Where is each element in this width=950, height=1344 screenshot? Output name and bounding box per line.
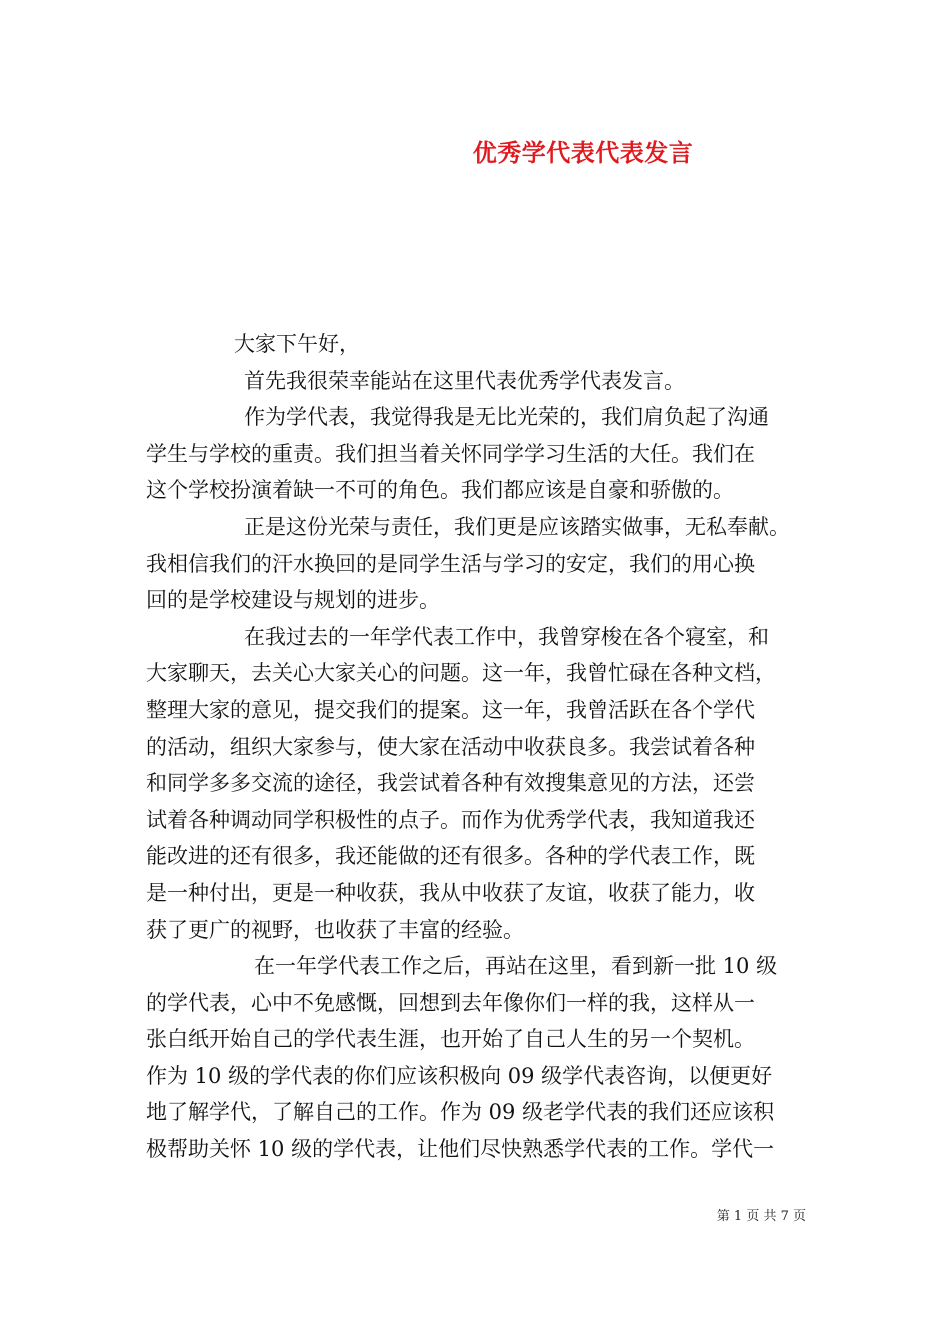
document-body [146, 326, 816, 1168]
text-line: 我相信我们的汗水换回的是同学生活与学习的安定，我们的用心换 [146, 551, 755, 576]
text-line: 能改进的还有很多，我还能做的还有很多。各种的学代表工作，既 [146, 844, 755, 869]
text-line: 获了更广的视野，也收获了丰富的经验。 [146, 917, 524, 942]
text-line: 大家下午好， [234, 332, 360, 356]
text-line: 作为学代表，我觉得我是无比光荣的，我们肩负起了沟通 [244, 405, 769, 430]
text-line: 正是这份光荣与责任，我们更是应该踏实做事，无私奉献。 [244, 514, 790, 539]
text-line: 地了解学代，了解自己的工作。作为 09 级老学代表的我们还应该积 [146, 1100, 775, 1125]
text-line: 在我过去的一年学代表工作中，我曾穿梭在各个寝室，和 [244, 624, 769, 649]
document-title: 优秀学代表代表发言 [472, 138, 694, 167]
text-line: 的活动，组织大家参与，使大家在活动中收获良多。我尝试着各种 [146, 734, 755, 759]
text-line: 试着各种调动同学积极性的点子。而作为优秀学代表，我知道我还 [146, 807, 755, 832]
text-line: 大家聊天，去关心大家关心的问题。这一年，我曾忙碌在各种文档， [146, 661, 776, 686]
text-line: 在一年学代表工作之后，再站在这里，看到新一批 10 级 [254, 954, 778, 979]
page-number-footer: 第 1 页 共 7 页 [716, 1209, 806, 1224]
text-line: 学生与学校的重责。我们担当着关怀同学学习生活的大任。我们在 [146, 441, 755, 466]
text-line: 和同学多多交流的途径，我尝试着各种有效搜集意见的方法，还尝 [146, 771, 755, 796]
text-line: 作为 10 级的学代表的你们应该积极向 09 级学代表咨询，以便更好 [146, 1063, 773, 1088]
text-line: 这个学校扮演着缺一不可的角色。我们都应该是自豪和骄傲的。 [146, 478, 734, 503]
text-line: 回的是学校建设与规划的进步。 [146, 588, 440, 613]
text-line: 张白纸开始自己的学代表生涯，也开始了自己人生的另一个契机。 [146, 1027, 755, 1052]
text-line: 极帮助关怀 10 级的学代表，让他们尽快熟悉学代表的工作。学代一 [146, 1137, 775, 1162]
text-line: 整理大家的意见，提交我们的提案。这一年，我曾活跃在各个学代 [146, 697, 755, 722]
text-line: 是一种付出，更是一种收获，我从中收获了友谊，收获了能力，收 [146, 880, 755, 905]
text-line: 首先我很荣幸能站在这里代表优秀学代表发言。 [244, 368, 685, 393]
text-line: 的学代表，心中不免感慨，回想到去年像你们一样的我，这样从一 [146, 990, 755, 1015]
